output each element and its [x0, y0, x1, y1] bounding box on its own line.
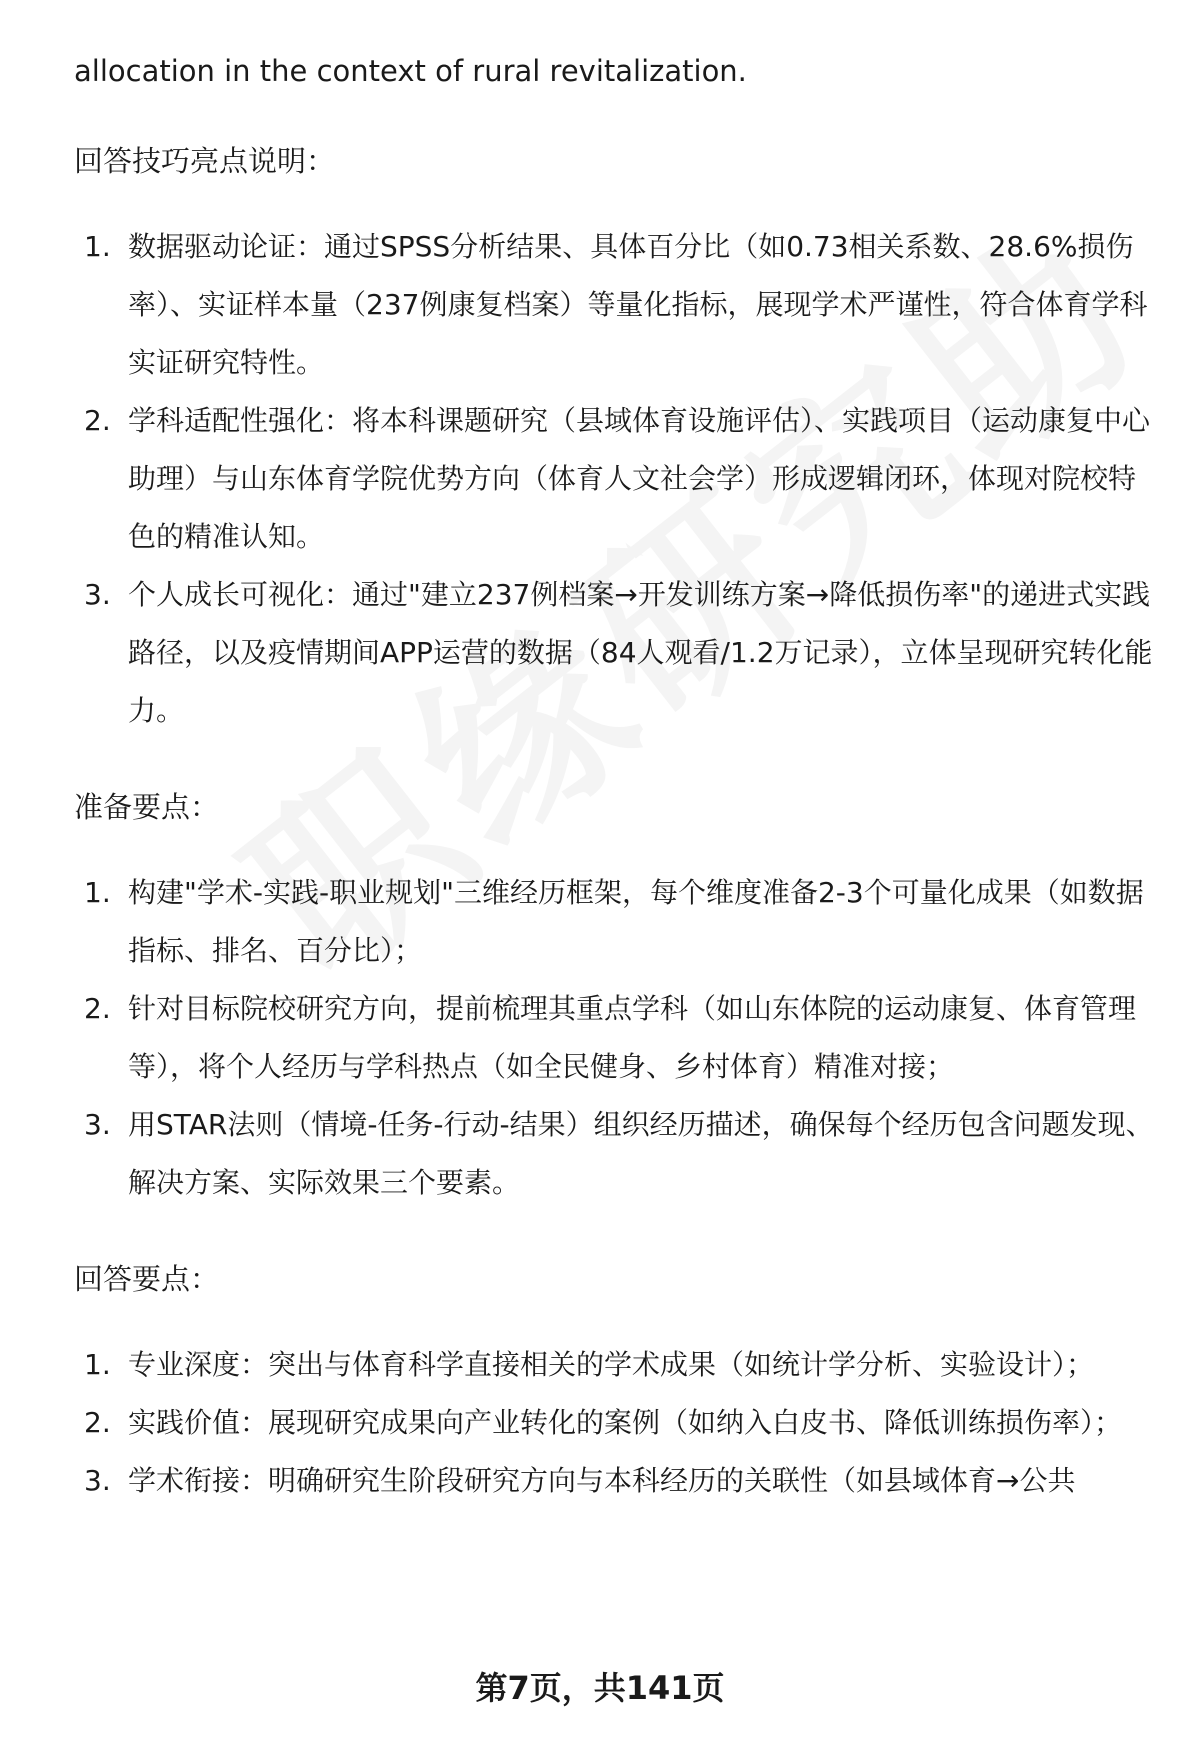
list-item — [74, 566, 1154, 740]
page-number-footer: 第7页，共141页 — [475, 1669, 725, 1707]
list-number: 1. — [84, 876, 111, 909]
list-item-text: 用STAR法则（情境-任务-行动-结果）组织经历描述，确保每个经历包含问题发现、解决方案、实际效果三个要素。 — [128, 1108, 1154, 1199]
numbered-list — [74, 864, 1154, 1212]
list-item — [74, 1096, 1154, 1212]
page-content — [74, 52, 1154, 1558]
list-item — [74, 864, 1154, 980]
list-item-text: 个人成长可视化：通过"建立237例档案→开发训练方案→降低损伤率"的递进式实践路径，以及疫情期间APP运营的数据（84人观看/1.2万记录），立体呈现研究转化能力。 — [128, 578, 1153, 727]
list-item — [74, 1394, 1154, 1452]
list-number: 3. — [84, 1108, 111, 1141]
list-item — [74, 1336, 1154, 1394]
section-heading: 回答要点： — [74, 1262, 220, 1296]
numbered-list — [74, 1336, 1154, 1510]
list-item-text: 针对目标院校研究方向，提前梳理其重点学科（如山东体院的运动康复、体育管理等），将个人经历与学科热点（如全民健身、乡村体育）精准对接； — [128, 992, 1137, 1083]
section-heading: 回答技巧亮点说明： — [74, 144, 336, 178]
continued-text-line: allocation in the context of rural revitalization. — [74, 54, 747, 88]
list-number: 2. — [84, 992, 111, 1025]
list-item-text: 专业深度：突出与体育科学直接相关的学术成果（如统计学分析、实验设计）； — [128, 1348, 1095, 1381]
list-item-text: 学科适配性强化：将本科课题研究（县域体育设施评估）、实践项目（运动康复中心助理）与山东体育学院优势方向（体育人文社会学）形成逻辑闭环，体现对院校特色的精准认知。 — [128, 404, 1151, 553]
section-answer-points — [74, 1260, 1154, 1510]
list-number: 1. — [84, 230, 111, 263]
list-item-text: 构建"学术-实践-职业规划"三维经历框架，每个维度准备2-3个可量化成果（如数据指标、排名、百分比）； — [128, 876, 1144, 967]
list-item — [74, 980, 1154, 1096]
list-number: 3. — [84, 578, 111, 611]
section-answer-tips — [74, 142, 1154, 740]
list-item — [74, 218, 1154, 392]
list-item — [74, 392, 1154, 566]
list-number: 3. — [84, 1464, 111, 1497]
list-item-text: 数据驱动论证：通过SPSS分析结果、具体百分比（如0.73相关系数、28.6%损伤率）、实证样本量（237例康复档案）等量化指标，展现学术严谨性，符合体育学科实证研究特性。 — [128, 230, 1148, 379]
list-number: 2. — [84, 404, 111, 437]
list-item-text: 实践价值：展现研究成果向产业转化的案例（如纳入白皮书、降低训练损伤率）； — [128, 1406, 1123, 1439]
list-item — [74, 1452, 1154, 1510]
list-number: 2. — [84, 1406, 111, 1439]
section-heading: 准备要点： — [74, 790, 220, 824]
numbered-list — [74, 218, 1154, 740]
list-number: 1. — [84, 1348, 111, 1381]
list-item-text: 学术衔接：明确研究生阶段研究方向与本科经历的关联性（如县域体育→公共 — [128, 1464, 1076, 1497]
section-preparation-points — [74, 788, 1154, 1212]
